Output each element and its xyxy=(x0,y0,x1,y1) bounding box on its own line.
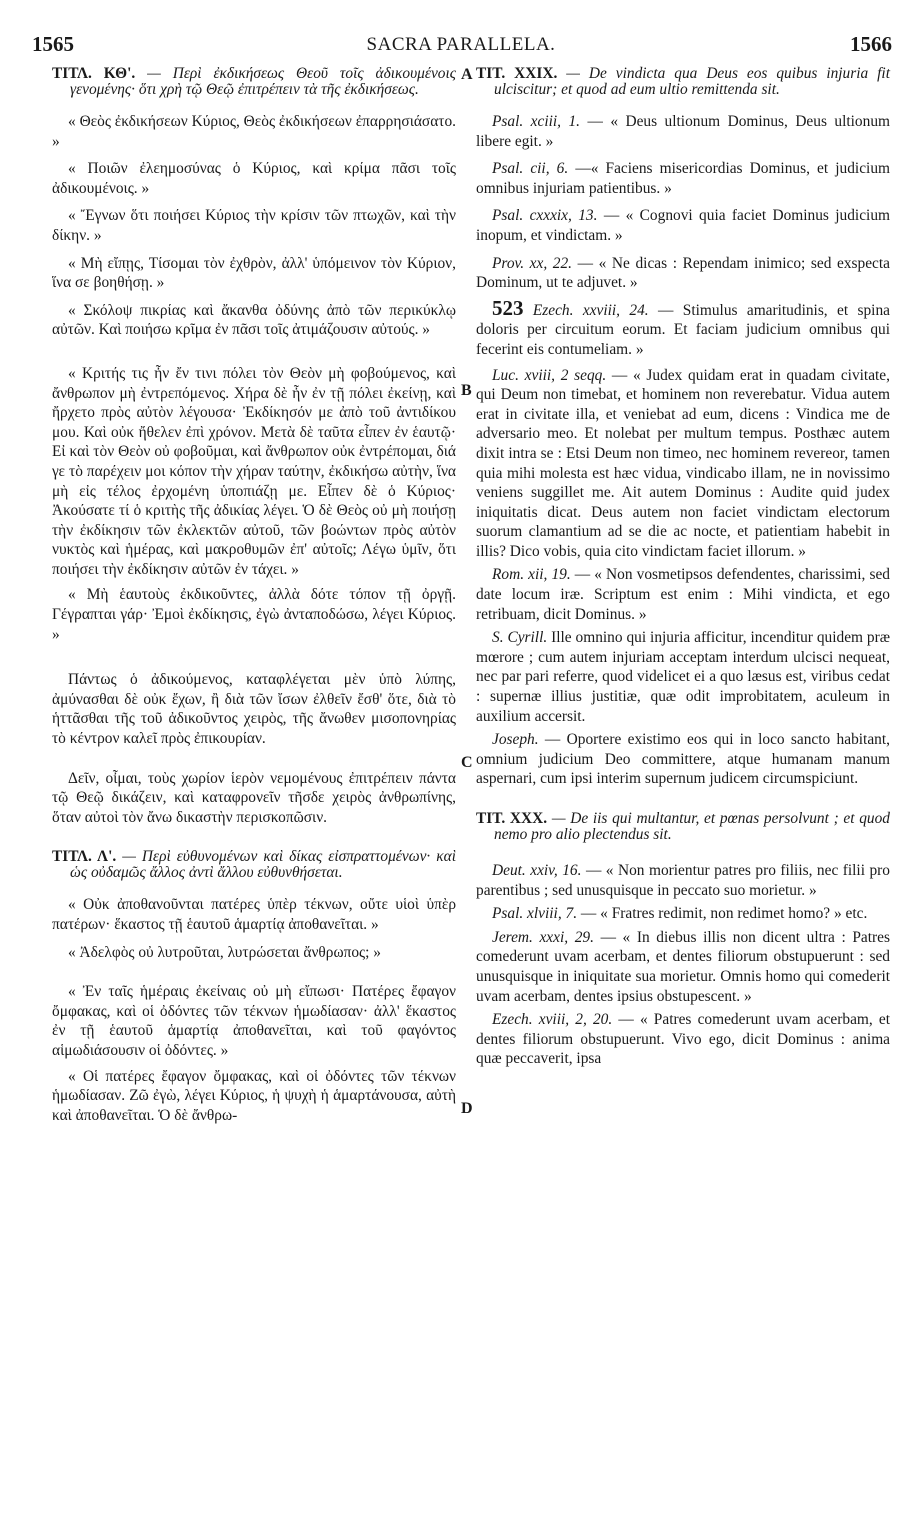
paragraph-text: — « Cognovi quia faciet Dominus judicium inopum, et vindictam. » xyxy=(476,207,890,244)
greek-title-30-label: ΤΙΤΛ. Λ'. xyxy=(52,848,117,866)
left-page-number: 1565 xyxy=(32,32,74,56)
latin-paragraph xyxy=(476,159,890,198)
latin-paragraph xyxy=(476,861,890,900)
margin-letter-b: B xyxy=(461,382,472,399)
scripture-reference: Jerem. xxxi, 29. xyxy=(492,928,594,946)
paragraph-text: Ille omnino qui injuria afficitur, incenditur quidem præ mœrore ; cum autem injuriam acceptam interdum ulcisci nequeat, nec par pari referre, quod videlicet ei a quo læsus est, viribus cedat : supernæ illius justitiæ, quæ odit improbitatem, aculeum in auxilium accersit. xyxy=(476,629,890,725)
latin-paragraph xyxy=(476,565,890,624)
paragraph-text: — « Non morientur patres pro filiis, nec filii pro parentibus ; sed unusquisque in peccato suo morietur. » xyxy=(476,862,890,899)
latin-title-30-text: — De iis qui multantur, et pœnas persolvunt ; et quod nemo pro alio plectendus sit. xyxy=(494,810,890,843)
paragraph-text: — « Fratres redimit, non redimet homo? » etc. xyxy=(580,905,868,923)
latin-title-29-text: — De vindicta qua Deus eos quibus injuria fit ulciscitur; et quod ad eum ultio remittenda sit. xyxy=(494,65,890,98)
greek-paragraph: « Σκόλοψ πικρίας καὶ ἄκανθα ὀδύνης ἀπὸ τῶν περικύκλῳ αὐτῶν. Καὶ ποιήσω κρῖμα ἐν πᾶσι τοῖς ἀτιμάζουσιν αὐτούς. » xyxy=(52,301,456,339)
greek-paragraph: « Ἀδελφὸς οὐ λυτροῦται, λυτρώσεται ἄνθρωπος; » xyxy=(68,943,381,961)
scripture-reference: Rom. xii, 19. xyxy=(492,566,571,584)
scripture-reference: Psal. xlviii, 7. xyxy=(492,905,578,923)
paragraph-text: — « Judex quidam erat in quadam civitate, qui Deum non timebat, et hominem non reverebatur. Vidua autem erat in civitate illa, et veniebat ad eum, dicens : Vindica me de adversario meo. Et nolebat per multum tempus. Posthæc autem dixit intra se : Etsi Deum non timeo, nec hominem revereor, tamen quia mihi molesta est hæc vidua, vindicabo illam, ne in novissimo veniens suggillet me. Ait autem Dominus : Audite quid judex iniquitatis dicat. Deus autem non faciet vindictam electorum suorum clamantium ad se die ac nocte, et patientiam habebit in illis? Dico vobis, quia cito vindictam faciet illorum. » xyxy=(476,366,890,560)
greek-column xyxy=(52,66,456,1125)
greek-paragraph: Δεῖν, οἶμαι, τοὺς χωρίον ἱερὸν νεμομένους ἐπιτρέπειν πάντα τῷ Θεῷ δικάζειν, καὶ καταφρονεῖν τῆσδε χειρὸς ἀνθρωπίνης, ὅταν αὐτοὶ τὸν ἄνω δικαστὴν περισκοπῶσιν. xyxy=(52,769,456,826)
greek-paragraph: « Κριτής τις ἦν ἔν τινι πόλει τὸν Θεὸν μὴ φοβούμενος, καὶ ἄνθρωπον μὴ ἐντρεπόμενος. Χήρα δὲ ἦν ἐν τῇ πόλει ἐκείνῃ, καὶ ἤρχετο πρὸς αὐτὸν λέγουσα· Ἐκδίκησόν με ἀπὸ τοῦ ἀντιδίκου μου. Καὶ οὐκ ἤθελεν ἐπὶ χρόνον. Μετὰ δὲ ταῦτα εἶπεν ἐν ἑαυτῷ· Εἰ καὶ τὸν Θεὸν οὐ φοβοῦμαι, καὶ ἄνθρωπον οὐκ ἐντρέπομαι, διά γε τὸ παρέχειν μοι κόπον τὴν χήραν ταύτην, ἐκδικήσω αὐτὴν, ἵνα μὴ εἰς τέλος ἐρχομένη ὑποπιάζῃ με. Εἶπεν δὲ ὁ Κύριος· Ἀκούσατε τί ὁ κριτὴς τῆς ἀδικίας λέγει. Ὁ δὲ Θεὸς οὐ μὴ ποιήσῃ τὴν ἐκδίκησιν τῶν ἐκλεκτῶν αὐτοῦ, τῶν βοώντων πρὸς αὐτὸν νυκτὸς καὶ ἡμέρας, καὶ μακροθυμῶν ἐπ' αὐτοῖς; Λέγω ὑμῖν, ὅτι ποιήσει τὴν ἐκδίκησιν αὐτῶν ἐν τάχει. » xyxy=(52,364,456,578)
margin-letter-d: D xyxy=(461,1100,473,1117)
latin-paragraph xyxy=(476,295,890,360)
greek-paragraph: « Ἐν ταῖς ἡμέραις ἐκείναις οὐ μὴ εἴπωσι· Πατέρες ἔφαγον ὄμφακας, καὶ οἱ ὀδόντες τῶν τέκνων ἡμωδίασαν· ἀλλ' ἕκαστος ἐν τῇ ἑαυτοῦ ἁμαρτίᾳ ἀποθανεῖται, καὶ τοῦ φαγόντος αἱμωδιάσουσιν οἱ ὀδόντες. » xyxy=(52,983,456,1059)
greek-paragraph: Πάντως ὁ ἀδικούμενος, καταφλέγεται μὲν ὑπὸ λύπης, ἀμύνασθαι δὲ οὐκ ἔχων, ἢ διὰ τῶν ἴσων ἐλθεῖν ἔσθ' ὅτε, διὰ τὸ ἡττᾶσθαι τῆς τοῦ ἀδικοῦντος χειρὸς, τῆς ἄνωθεν μισοπονηρίας τὸ κέντρον καλεῖ πρὸς ἐπικουρίαν. xyxy=(52,671,456,748)
column-number: 523 xyxy=(492,295,524,320)
latin-title-29-label: TIT. XXIX. xyxy=(476,65,558,82)
greek-paragraph: « Οἱ πατέρες ἔφαγον ὄμφακας, καὶ οἱ ὀδόντες τῶν τέκνων ἡμωδίασαν. Ζῶ ἐγὼ, λέγει Κύριος, ἡ ψυχὴ ἡ ἁμαρτάνουσα, αὐτὴ καὶ ἀποθανεῖται. Ὁ δὲ ἄνθρω- xyxy=(52,1067,456,1124)
paragraph-text: — « Non vosmetipsos defendentes, charissimi, sed date locum iræ. Scriptum est enim : Mihi vindicta, et ego retribuam, dicit Dominus. » xyxy=(476,566,890,623)
right-page-number: 1566 xyxy=(850,32,892,56)
greek-title-29-label: ΤΙΤΛ. ΚΘ'. xyxy=(52,65,136,82)
greek-paragraph: « Ἔγνων ὅτι ποιήσει Κύριος τὴν κρίσιν τῶν πτωχῶν, καὶ τὴν δίκην. » xyxy=(52,207,456,244)
latin-paragraph xyxy=(476,366,890,562)
margin-letter-c: C xyxy=(461,754,473,771)
greek-paragraph: « Μὴ ἑαυτοὺς ἐκδικοῦντες, ἀλλὰ δότε τόπον τῇ ὀργῇ. Γέγραπται γάρ· Ἐμοὶ ἐκδίκησις, ἐγὼ ἀνταποδώσω, λέγει Κύριος. » xyxy=(52,586,456,643)
greek-title-29-text: — Περὶ ἐκδικήσεως Θεοῦ τοῖς ἀδικουμένοις γενομένης· ὅτι χρὴ τῷ Θεῷ ἐπιτρέπειν τὰ τῆς ἐκδικήσεως. xyxy=(70,65,456,98)
latin-paragraph xyxy=(476,254,890,293)
latin-paragraph xyxy=(476,1010,890,1069)
greek-paragraph: « Μὴ εἴπῃς, Τίσομαι τὸν ἐχθρὸν, ἀλλ' ὑπόμεινον τὸν Κύριον, ἵνα σε βοηθήσῃ. » xyxy=(52,254,456,292)
greek-paragraph: « Ποιῶν ἐλεημοσύνας ὁ Κύριος, καὶ κρίμα πᾶσι τοῖς ἀδικουμένοις. » xyxy=(52,160,456,197)
latin-title-29 xyxy=(476,66,890,98)
paragraph-text: — « In diebus illis non dicent ultra : Patres comederunt uvam acerbam, et dentes filiorum obstupuerunt : sed unusquisque in iniquitate sua morietur. Omnis homo qui comederit uvam acerbam, dentes ipsius obstupescent. » xyxy=(476,928,890,1005)
latin-paragraph xyxy=(476,206,890,245)
author-reference: Joseph. xyxy=(492,731,539,749)
latin-paragraph xyxy=(476,112,890,151)
scripture-reference: Psal. cxxxix, 13. xyxy=(492,207,598,225)
scripture-reference: Luc. xviii, 2 seqq. xyxy=(492,366,607,384)
page-header xyxy=(30,32,892,64)
greek-title-30 xyxy=(52,849,456,881)
scripture-reference: Prov. xx, 22. xyxy=(492,254,573,272)
latin-paragraph xyxy=(476,730,890,789)
greek-title-30-text: — Περὶ εὐθυνομένων καὶ δίκας εἰσπραττομένων· καὶ ὡς οὐδαμῶς ἄλλος ἀντὶ ἄλλου εὐθυνθήσεται. xyxy=(70,848,456,882)
latin-paragraph xyxy=(476,628,890,726)
paragraph-text: — « Ne dicas : Rependam inimico; sed exspecta Dominum, ut te adjuvet. » xyxy=(476,254,890,292)
paragraph-text: — Stimulus amaritudinis, et spina doloris per circuitum eorum. Et faciam judicium omnibus qui fecerint eis contumeliam. » xyxy=(476,301,890,358)
paragraph-text: —« Faciens misericordias Dominus, et judicium omnibus injuriam patientibus. » xyxy=(476,160,890,197)
margin-letter-a: A xyxy=(461,66,473,83)
paragraph-text: — Oportere existimo eos qui in loco sancto habitant, omnium judicium Deo committere, atque humanam manum aspernari, cum ipsi interim supernum judicem circumspiciunt. xyxy=(476,731,890,788)
scripture-reference: Psal. xciii, 1. xyxy=(492,113,580,130)
latin-paragraph xyxy=(476,904,890,924)
scripture-reference: Psal. cii, 6. xyxy=(492,160,569,178)
scripture-reference: Deut. xxiv, 16. xyxy=(492,862,582,879)
greek-paragraph: « Θεὸς ἐκδικήσεων Κύριος, Θεὸς ἐκδικήσεων ἐπαρρησιάσατο. » xyxy=(52,113,456,150)
scripture-reference: Ezech. xxviii, 24. xyxy=(532,301,649,319)
latin-title-30-label: TIT. XXX. xyxy=(476,810,548,827)
latin-paragraph xyxy=(476,928,890,1006)
paragraph-text: — « Patres comederunt uvam acerbam, et dentes filiorum obstupuerunt. Vivo ego, dicit Dominus : anima quæ peccaverit, ipsa xyxy=(476,1011,890,1068)
greek-title-29 xyxy=(52,66,456,98)
author-reference: S. Cyrill. xyxy=(492,629,548,647)
latin-title-30 xyxy=(476,811,890,843)
scripture-reference: Ezech. xviii, 2, 20. xyxy=(492,1011,613,1029)
paragraph-text: — « Deus ultionum Dominus, Deus ultionum libere egit. » xyxy=(476,113,890,150)
greek-paragraph: « Οὐκ ἀποθανοῦνται πατέρες ὑπὲρ τέκνων, οὔτε υἱοὶ ὑπὲρ πατέρων· ἕκαστος τῇ ἑαυτοῦ ἁμαρτίᾳ ἀποθανεῖται. » xyxy=(52,896,456,933)
running-title: SACRA PARALLELA. xyxy=(366,34,556,55)
latin-column xyxy=(476,66,890,1069)
